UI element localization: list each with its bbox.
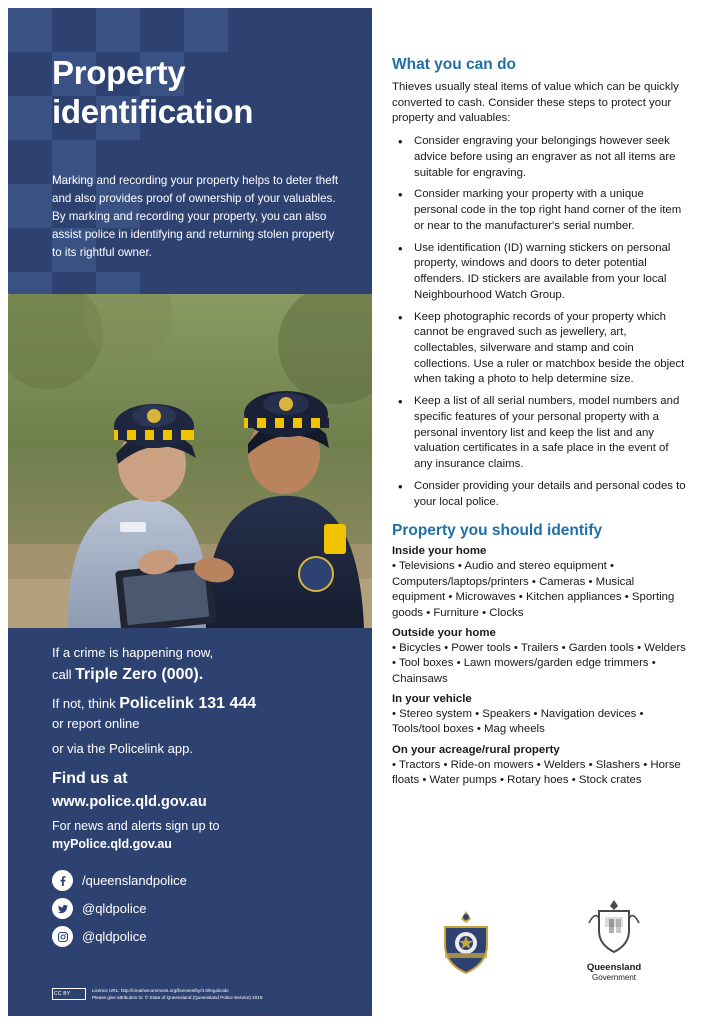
category-outside-your-home (392, 627, 688, 687)
list-item: • Consider providing your details and personal codes to your local police. (392, 479, 688, 510)
facebook-handle: /queenslandpolice (82, 873, 187, 888)
category-heading: Outside your home (392, 626, 496, 639)
triple-zero-number: Triple Zero (000). (75, 665, 204, 683)
category-items: • Bicycles • Power tools • Trailers • Garden tools • Welders • Tool boxes • Lawn mowers/garden edge trimmers • Chainsaws (392, 641, 686, 685)
list-item: • Keep photographic records of your property which cannot be engraved such as jewellery, art, collectables, silverware and stamp and coin collections. Use a ruler or matchbox beside the object when taking a photo to help determine size. (392, 310, 688, 389)
queensland-government-crest-icon (583, 897, 645, 955)
website-url[interactable]: www.police.qld.gov.au (52, 794, 207, 810)
contact-line-1: If a crime is happening now, (52, 645, 214, 660)
list-item: • Use identification (ID) warning stickers on personal property, windows and doors to deter potential offenders. ID stickers are available from your local Neighbourhood Watch Group. (392, 241, 688, 304)
contact-line-3 (52, 692, 352, 715)
category-rural-property (392, 744, 688, 789)
category-inside-your-home (392, 545, 688, 621)
licence-text (92, 988, 262, 1002)
find-us-block (52, 770, 352, 853)
qps-crest-icon (435, 909, 497, 975)
social-link-facebook[interactable] (52, 870, 352, 891)
officers-photo (8, 294, 372, 628)
list-item: • Consider marking your property with a unique personal code in the top right hand corner of the item or near to the manufacturer's serial number. (392, 187, 688, 234)
instagram-handle: @qldpolice (82, 929, 147, 944)
qps-crest (435, 909, 497, 982)
intro-paragraph: Marking and recording your property helps to deter theft and also provides proof of ownership of your valuables. By marking and recording your property, you can also assist police in identifying and returning stolen property to its rightful owner. (52, 174, 339, 259)
creative-commons-block (52, 988, 352, 1002)
twitter-handle: @qldpolice (82, 901, 147, 916)
section-heading-what-you-can-do: What you can do (392, 56, 516, 73)
licence-url-line: Licence URL: http://creativecommons.org/licenses/by/4.0/legalcode (92, 988, 229, 994)
attribution-line: Please give attribution to: © State of Queensland (Queensland Police Service) 2019 (92, 995, 263, 1001)
facebook-icon (52, 870, 73, 891)
category-in-your-vehicle (392, 693, 688, 738)
policelink-prefix: If not, think (52, 696, 120, 712)
page-title-line2: identification (52, 92, 254, 130)
queensland-label: Queensland (586, 962, 642, 973)
category-heading: Inside your home (392, 545, 487, 558)
officers-photo-graphic (8, 294, 372, 628)
page-title-line1: Property (52, 54, 186, 91)
contact-line-5: or via the Policelink app. (52, 741, 193, 757)
instagram-icon (52, 926, 73, 947)
section-heading-property-you-should-identify: Property you should identify (392, 522, 603, 540)
twitter-icon (52, 898, 73, 919)
what-you-can-do-intro: Thieves usually steal items of value which can be quickly converted to cash. Consider these steps to protect your property and valuables: (392, 81, 679, 125)
category-heading: In your vehicle (392, 693, 472, 706)
checker-pattern (8, 8, 372, 308)
category-heading: On your acreage/rural property (392, 743, 560, 756)
social-link-instagram[interactable] (52, 926, 352, 947)
category-items: • Tractors • Ride-on mowers • Welders • Slashers • Horse floats • Water pumps • Rotary hoes • Stock crates (392, 758, 681, 787)
category-items: • Stereo system • Speakers • Navigation devices • Tools/tool boxes • Mag wheels (392, 708, 644, 736)
creative-commons-icon (52, 988, 86, 1000)
social-links (52, 870, 352, 954)
crest-row (392, 897, 688, 982)
list-item: • Consider engraving your belongings however seek advice before using an engraver as not all items are suitable for engraving. (392, 134, 688, 181)
news-alerts-note: For news and alerts sign up to (52, 819, 220, 833)
emergency-contact-block (52, 644, 352, 759)
page-title (52, 54, 352, 132)
find-us-heading: Find us at (52, 770, 128, 787)
right-panel (392, 56, 688, 795)
contact-line-4: or report online (52, 716, 140, 732)
category-items: • Televisions • Audio and stereo equipment • Computers/laptops/printers • Cameras • Musical equipment • Microwaves • Kitchen appliances • Sporting goods • Furniture • Clocks (392, 560, 675, 619)
mypolice-url-text: myPolice.qld.gov.au (52, 836, 172, 851)
what-you-can-do-list (392, 134, 688, 510)
cc-badge-text: CC BY (54, 990, 71, 997)
mypolice-url[interactable] (52, 836, 352, 854)
queensland-government-crest (583, 897, 645, 982)
list-item: • Keep a list of all serial numbers, model numbers and specific features of your personal property with a personal inventory list and keep the list and any valuation certificates in a safe place in the event of any insurance claims. (392, 394, 688, 473)
social-link-twitter[interactable] (52, 898, 352, 919)
call-prefix: call (52, 666, 76, 682)
policelink-number: Policelink 131 444 (119, 695, 257, 713)
left-panel (8, 8, 372, 1016)
government-label: Government (591, 973, 637, 982)
contact-line-2 (52, 663, 352, 686)
